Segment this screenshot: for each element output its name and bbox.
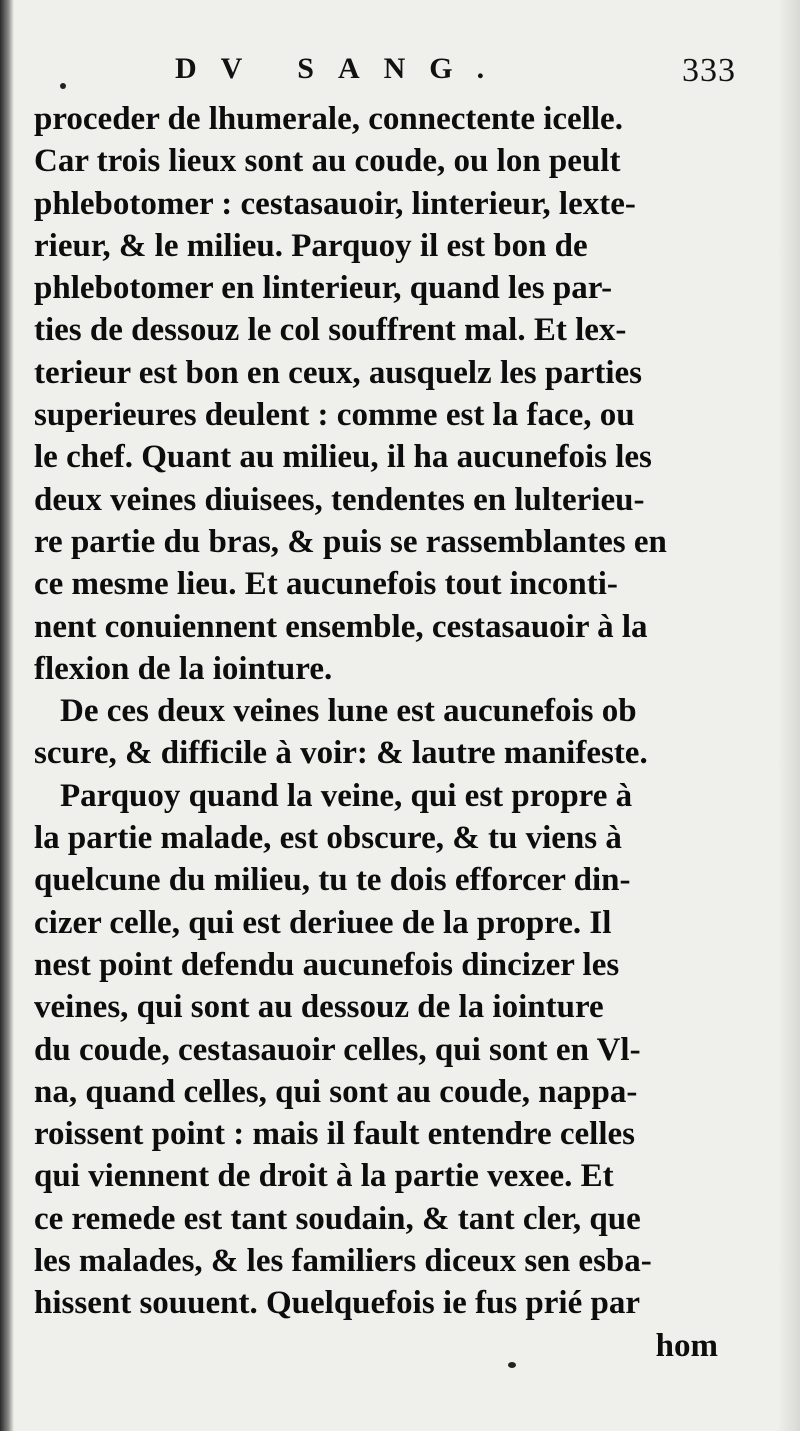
text-line: qui viennent de droit à la partie vexee. Et bbox=[34, 1158, 614, 1195]
text-line: veines, qui sont au dessouz de la iointure bbox=[34, 989, 604, 1026]
text-line: ce remede est tant soudain, & tant cler, que bbox=[34, 1200, 641, 1237]
text-line: terieur est bon en ceux, ausquelz les parties bbox=[34, 354, 643, 391]
page-edge bbox=[778, 0, 800, 1431]
gutter-shadow bbox=[0, 0, 14, 1431]
text-line: nent conuiennent ensemble, cestasauoir à la bbox=[34, 608, 648, 645]
text-line: cizer celle, qui est deriuee de la propre. Il bbox=[34, 904, 612, 941]
catchword: hom bbox=[655, 1327, 718, 1364]
text-line: na, quand celles, qui sont au coude, nappa- bbox=[34, 1073, 638, 1110]
body-text bbox=[34, 98, 724, 1367]
page-number: 333 bbox=[682, 52, 736, 89]
text-line: phlebotomer : cestasauoir, linterieur, lexte- bbox=[34, 185, 636, 222]
text-line: rieur, & le milieu. Parquoy il est bon de bbox=[34, 227, 588, 264]
text-line: roissent point : mais il fault entendre celles bbox=[34, 1116, 635, 1153]
text-line: du coude, cestasauoir celles, qui sont en Vl- bbox=[34, 1031, 641, 1068]
ink-speck bbox=[60, 83, 66, 89]
text-line: hissent souuent. Quelquefois ie fus prié par bbox=[34, 1285, 640, 1322]
text-line: deux veines diuisees, tendentes en lulterieu- bbox=[34, 481, 645, 518]
text-line: superieures deulent : comme est la face, ou bbox=[34, 397, 635, 434]
text-line: Parquoy quand la veine, qui est propre à bbox=[60, 777, 633, 814]
text-line: phlebotomer en linterieur, quand les par- bbox=[34, 270, 613, 307]
text-line: Car trois lieux sont au coude, ou lon peult bbox=[34, 143, 621, 180]
page-header bbox=[0, 48, 800, 98]
text-line: proceder de lhumerale, connectente icelle. bbox=[34, 101, 623, 137]
text-line: la partie malade, est obscure, & tu viens à bbox=[34, 820, 622, 857]
text-line: De ces deux veines lune est aucunefois ob bbox=[60, 693, 637, 730]
text-line: le chef. Quant au milieu, il ha aucunefois les bbox=[34, 439, 652, 476]
text-line: flexion de la iointure. bbox=[34, 650, 333, 687]
running-head: DV SANG. bbox=[175, 52, 509, 85]
text-line: les malades, & les familiers diceux sen esba- bbox=[34, 1243, 652, 1280]
text-line: ties de dessouz le col souffrent mal. Et lex- bbox=[34, 312, 627, 349]
text-line: scure, & difficile à voir: & lautre manifeste. bbox=[34, 735, 648, 772]
text-line: quelcune du milieu, tu te dois efforcer din- bbox=[34, 862, 631, 899]
text-line: ce mesme lieu. Et aucunefois tout inconti- bbox=[34, 566, 618, 603]
text-line: re partie du bras, & puis se rassemblantes en bbox=[34, 523, 667, 560]
text-line: nest point defendu aucunefois dincizer les bbox=[34, 946, 620, 983]
